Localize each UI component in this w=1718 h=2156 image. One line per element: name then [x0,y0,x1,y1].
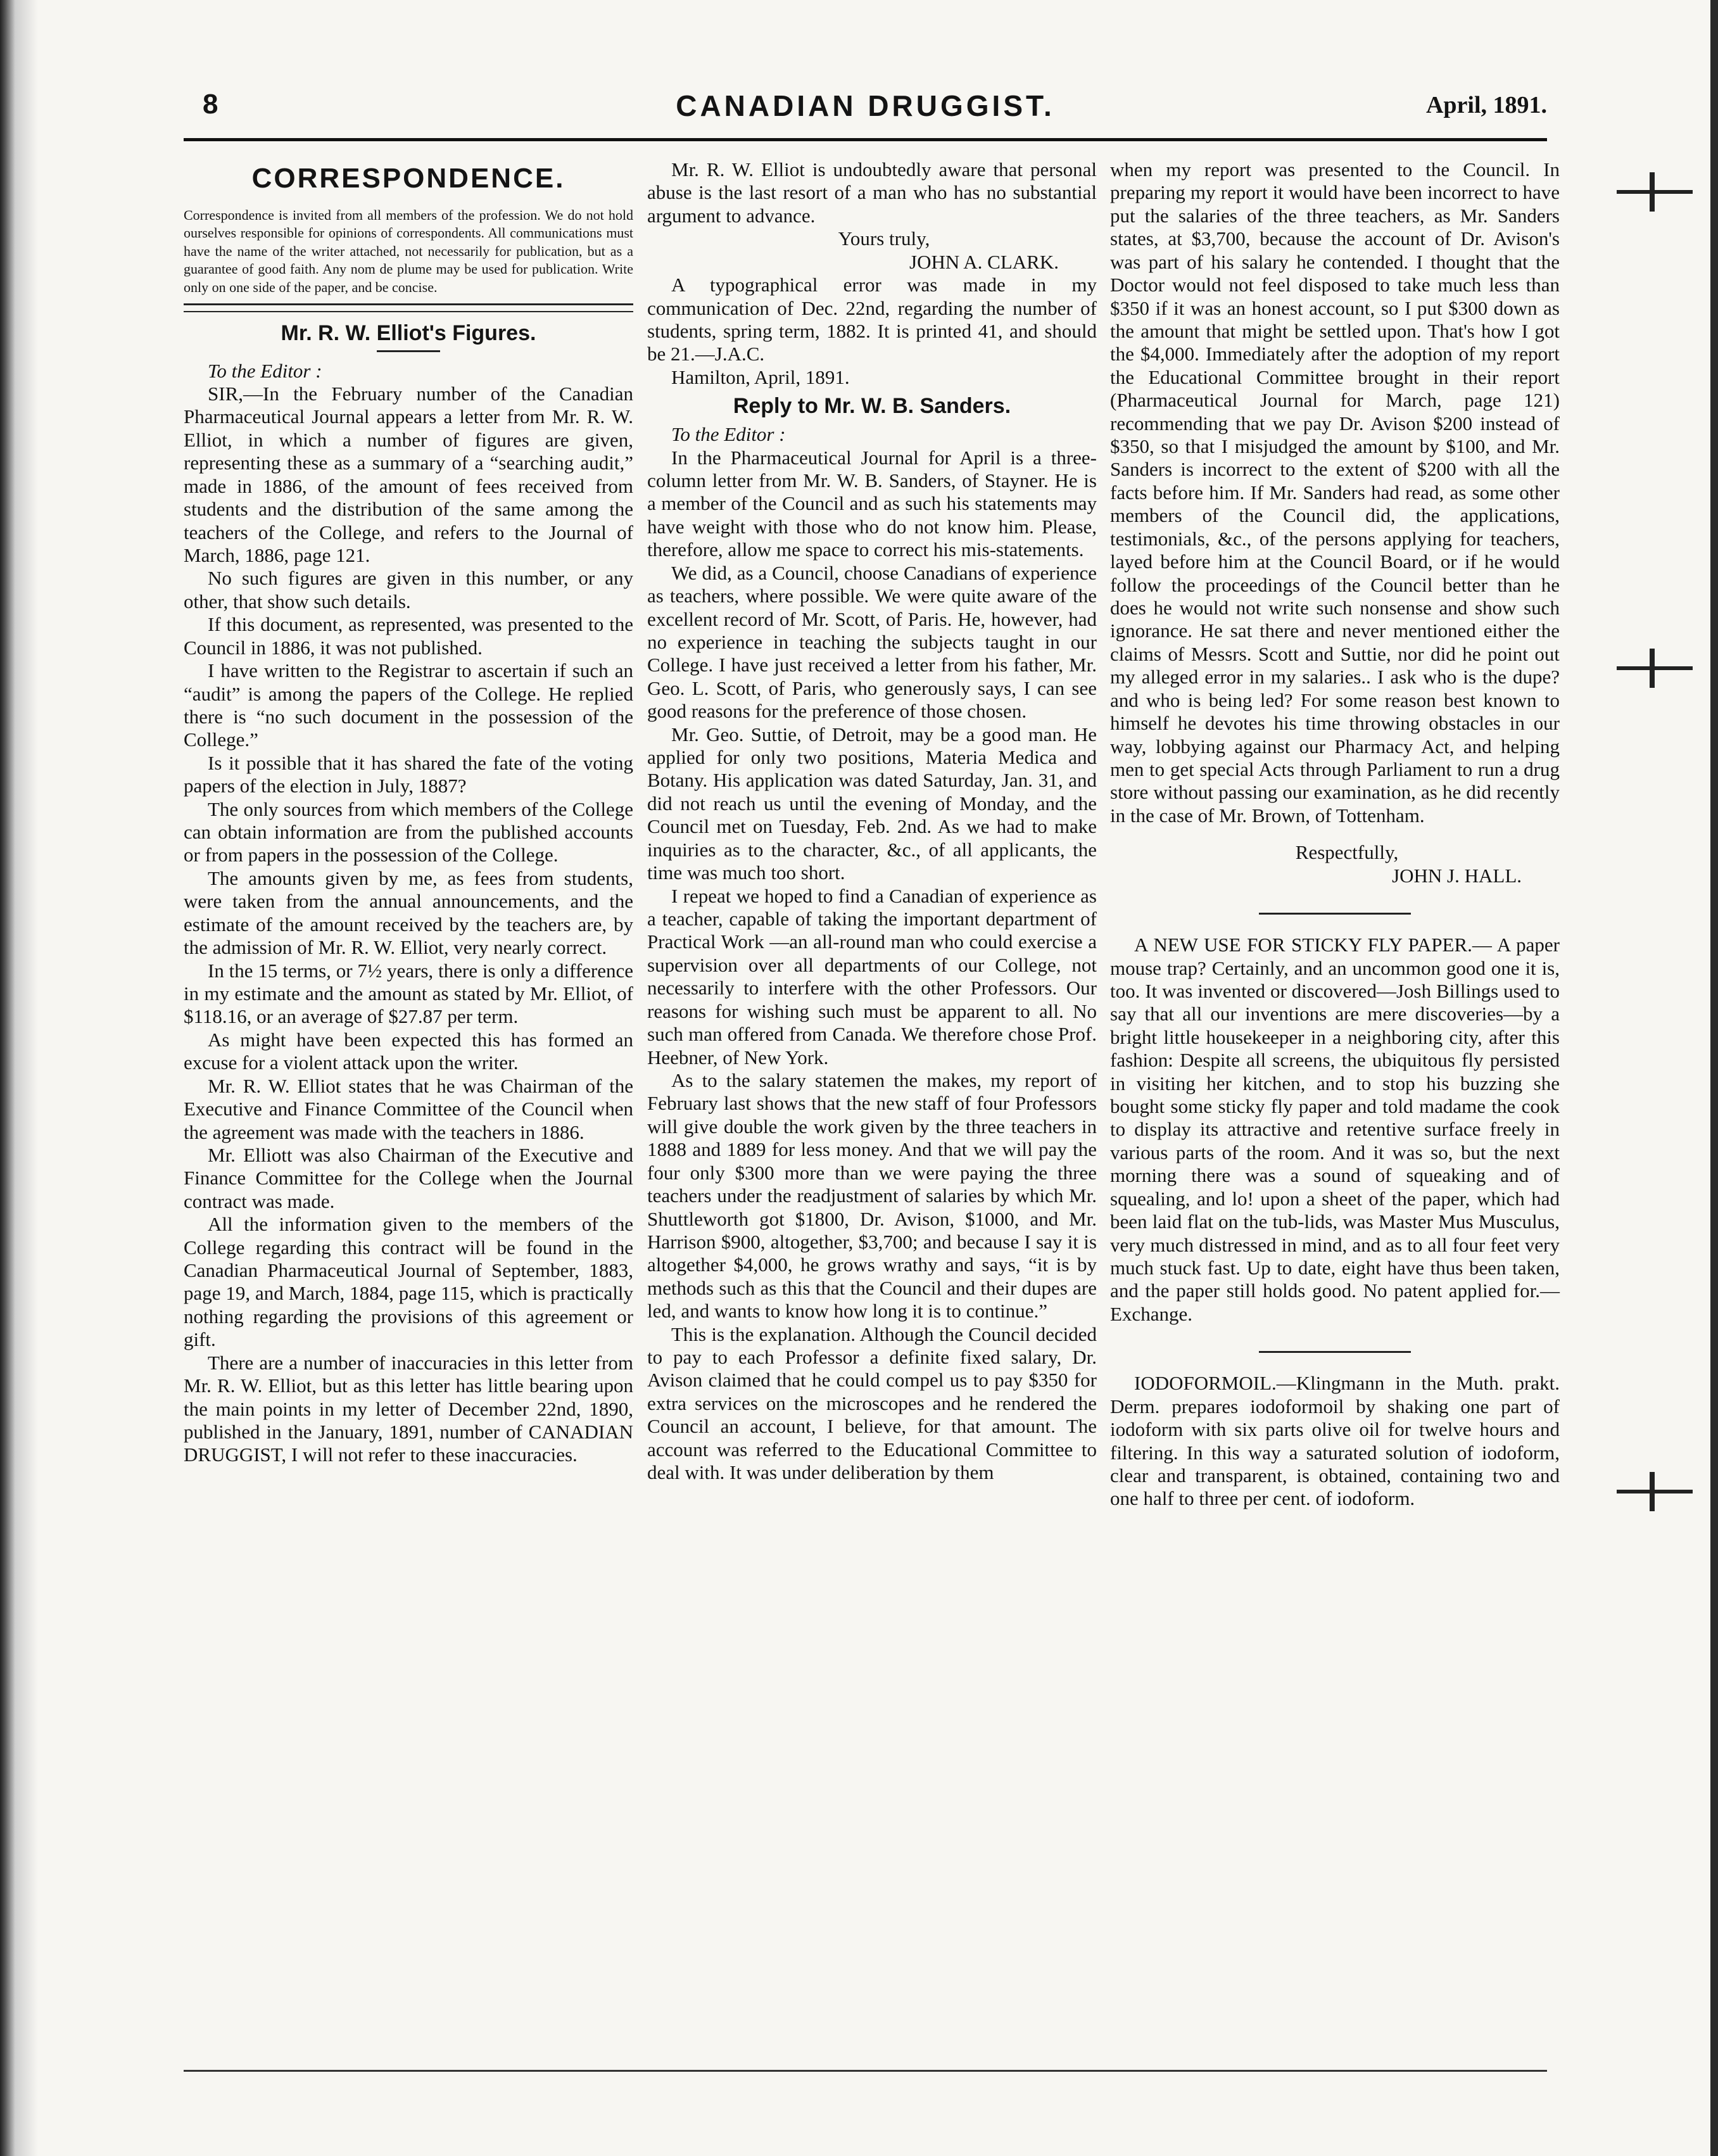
paragraph: We did, as a Council, choose Canadians of experience as teachers, where possible. We were quite aware of the excellent record of Mr. Scott, of Paris. He, however, had no experience in teaching the subjects taught in our College. I have just received a letter from his father, Mr. Geo. L. Scott, of Paris, who generously says, I can see good reasons for the preference of those chosen. [647,561,1097,723]
paragraph: Mr. R. W. Elliot is undoubtedly aware that personal abuse is the last resort of a man who has no substantial argument to advance. [647,158,1097,227]
closing: Respectfully, [1295,841,1399,864]
paragraph: The only sources from which members of the College can obtain information are from the published accounts or from papers in the possession of the College. [184,797,633,866]
double-rule [184,303,633,312]
scan-right-edge [1710,0,1718,2156]
paragraph: SIR,—In the February number of the Canadian Pharmaceutical Journal appears a letter from Mr. R. W. Elliot, in which a number of figures are given, representing these as a summary of a “searching audit,” made in 1886, of the amount of fees received from students and the distribution of the same among the teachers of the College, and refers to the Journal of March, 1886, page 121. [184,383,633,566]
column-2 [647,158,1097,1485]
letter-title: Mr. R. W. Elliot's Figures. [281,320,536,345]
news-item: IODOFORMOIL.—Klingmann in the Muth. prakt. Derm. prepares iodoformoil by shaking one part of iodoform with six parts olive oil for twelve hours and filtering. In this way a saturated solution of iodoform, clear and transparent, is obtained, containing two and one half to three per cent. of iodoform. [1110,1372,1560,1510]
header-rule [184,138,1547,141]
dateline: Hamilton, April, 1891. [671,365,850,388]
paragraph: The amounts given by me, as fees from students, were taken from the annual announcements, and the estimate of the amount received by the teachers are, by the admission of Mr. R. W. Elliot, very nearly correct. [184,866,633,959]
erratum: A typographical error was made in my communication of Dec. 22nd, regarding the number of students, spring term, 1882. It is printed 41, and should be 21.—J.A.C. [647,274,1097,365]
paragraph: No such figures are given in this number, or any other, that show such details. [184,567,633,612]
salutation: To the Editor : [208,359,322,382]
issue-date: April, 1891. [1425,92,1547,118]
paragraph: As might have been expected this has formed an excuse for a violent attack upon the writer. [184,1028,633,1074]
letter-title: Reply to Mr. W. B. Sanders. [733,394,1011,419]
news-item: A NEW USE FOR STICKY FLY PAPER.— A paper mouse trap? Certainly, and an uncommon good one it is, too. It was invented or discovered—Josh Billings used to say that all our inventions are mere discoveries—by a bright little housekeeper in a neighboring city, after this fashion: Despite all screens, the ubiquitous fly persisted in visiting her kitchen, and to stop his buzzing she bought some sticky fly paper and told madame the cook to display its attractive and retentive surface freely in various parts of the room. And it was so, but the next morning there was a sound of squeaking and of squealing, and lo! upon a sheet of the paper, which had been laid flat on the tub-lids, was Master Mus Musculus, very much distressed in mind, and as to all four feet very much stuck fast. Up to date, eight have thus been taken, and the paper still holds good. No patent applied for.—Exchange. [1110,934,1560,1325]
paragraph: If this document, as represented, was presented to the Council in 1886, it was not published. [184,613,633,659]
paragraph: Mr. R. W. Elliot states that he was Chairman of the Executive and Finance Committee of the Council when the agreement was made with the teachers in 1886. [184,1074,633,1143]
paragraph: This is the explanation. Although the Council decided to pay to each Professor a definite fixed salary, Dr. Avison claimed that he could compel us to pay $350 for extra services on the microscopes and he rendered the Council an account, I believe, for that amount. The account was referred to the Educational Committee to deal with. It was under deliberation by them [647,1322,1097,1484]
closing: Yours truly, [838,227,930,250]
signature: JOHN A. CLARK. [909,250,1059,273]
column-rule [1259,1351,1411,1353]
column-rule [1259,913,1411,915]
paragraph: Is it possible that it has shared the fate of the voting papers of the election in July, 1887? [184,751,633,797]
paragraph: In the Pharmaceutical Journal for April is a three-column letter from Mr. W. B. Sanders, of Stayner. He is a member of the Council and as such his statements may have weight with those who do not know him. Please, therefore, allow me space to correct his mis-statements. [647,446,1097,561]
paragraph: I have written to the Registrar to ascertain if such an “audit” is among the papers of the College. He replied there is “no such document in the possession of the College.” [184,659,633,751]
section-title: CORRESPONDENCE. [251,163,565,194]
column-1 [184,158,633,1467]
column-3 [1110,158,1560,1511]
page-number: 8 [203,89,218,120]
scan-binding-edge [0,0,44,2156]
footer-rule [184,2070,1547,2072]
paragraph: I repeat we hoped to find a Canadian of experience as a teacher, capable of taking the important department of Practical Work —an all-round man who could exercise a supervision over all departments of our College, not necessarily to interfere with the other Professors. Our reasons for wishing such must be apparent to all. No such man offered from Canada. We therefore chose Prof. Heebner, of New York. [647,884,1097,1068]
paragraph: All the information given to the members of the College regarding this contract will be found in the Canadian Pharmaceutical Journal of September, 1883, page 19, and March, 1884, page 115, which is practically nothing regarding the provisions of this agreement or gift. [184,1213,633,1351]
registration-mark [1617,666,1693,670]
paragraph: when my report was presented to the Council. In preparing my report it would have been incorrect to have put the salaries of the three teachers, as Mr. Sanders states, at $3,700, because the account of Dr. Avison's was part of his salary he contended. I thought that the Doctor would not feel disposed to take much less than $350 if it was an honest account, so I put $300 down as the amount that might be settled upon. That's how I got the $4,000. Immediately after the adoption of my report the Educational Committee brought in their report (Pharmaceutical Journal for March, page 121) recommending that we pay Dr. Avison $200 instead of $350, so that I misjudged the amount by $100, and Mr. Sanders is incorrect to the extent of $200 with all the facts before him. If Mr. Sanders had read, as some other members of the Council did, the applications, testimonials, &c., of the persons applying for teachers, layed before him at the Council Board, or if he would follow the proceedings of the Council better than he does he would not write such nonsense and show such ignorance. He sat there and never mentioned either the claims of Messrs. Scott and Suttie, nor did he point out my alleged error in my salaries.. I ask who is the dupe? and who is being led? For some reason best known to himself he devotes his time throwing obstacles in our way, lobbying against our Pharmacy Act, and helping men to get special Acts through Parliament to run a drug store without passing our examination, as he did recently in the case of Mr. Brown, of Tottenham. [1110,158,1560,827]
registration-mark [1617,1490,1693,1493]
short-rule [377,350,440,352]
salutation: To the Editor : [671,423,786,446]
paragraph: Mr. Elliott was also Chairman of the Executive and Finance Committee for the College when the Journal contract was made. [184,1143,633,1212]
page-header [184,89,1547,127]
paragraph: In the 15 terms, or 7½ years, there is only a difference in my estimate and the amount as stated by Mr. Elliot, of $118.16, or an average of $27.87 per term. [184,959,633,1028]
paragraph: Mr. Geo. Suttie, of Detroit, may be a good man. He applied for only two positions, Materia Medica and Botany. His application was dated Saturday, Jan. 31, and did not reach us until the evening of Monday, and the Council met on Tuesday, Feb. 2nd. As we had to make inquiries as to the character, &c., of all applicants, the time was much too short. [647,723,1097,884]
registration-mark [1617,190,1693,194]
paragraph: There are a number of inaccuracies in this letter from Mr. R. W. Elliot, but as this letter has little bearing upon the main points in my letter of December 22nd, 1890, published in the January, 1891, number of CANADIAN DRUGGIST, I will not refer to these inaccuracies. [184,1351,633,1466]
signature: JOHN J. HALL. [1392,864,1522,887]
masthead-title: CANADIAN DRUGGIST. [676,89,1055,122]
correspondence-note: Correspondence is invited from all members of the profession. We do not hold ourselves responsible for opinions of correspondents. All communications must have the name of the writer attached, not necessarily for publication, but as a guarantee of good faith. Any nom de plume may be used for publication. Write only on one side of the paper, and be concise. [184,206,633,296]
paragraph: As to the salary statemen the makes, my report of February last shows that the new staff of four Professors will give double the work given by the three teachers in 1888 and 1889 for less money. And that we will pay the four only $300 more than we were paying the three teachers under the readjustment of salaries by which Mr. Shuttleworth got $1800, Dr. Avison, $1000, and Mr. Harrison $900, altogether, $3,700; and because I say it is altogether $4,000, he grows wrathy and says, “it is by methods such as this that the Council and their dupes are led, and wants to know how long it is to continue.” [647,1068,1097,1322]
